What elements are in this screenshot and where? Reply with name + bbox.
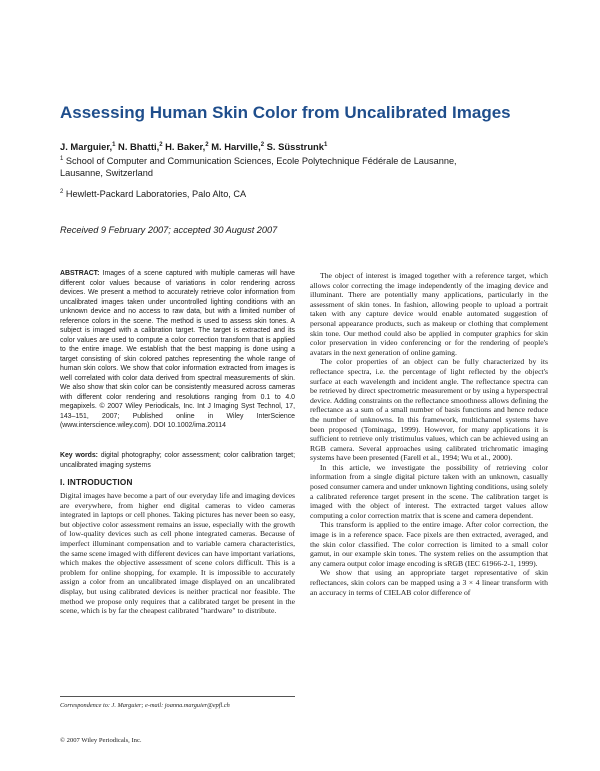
author-list bbox=[60, 141, 327, 152]
keywords-text: digital photography; color assessment; color calibration target; uncalibrated imaging systems bbox=[60, 452, 295, 469]
abstract-label: ABSTRACT: bbox=[60, 270, 100, 277]
author: M. Harville,$^2$ bbox=[208, 141, 265, 152]
keywords bbox=[60, 451, 295, 470]
body-paragraph: This transform is applied to the entire image. After color correction, the image is in a reference space. Face pixels are then extracted, averaged, and the skin color classified. The color correction is limited to a small color gamut, in our example skin tones. The system relies on the assumption that any camera output color image encoding is sRGB (IEC 61966-2-1, 1999). bbox=[310, 520, 548, 568]
author: J. Marguier,$^1$ bbox=[60, 141, 116, 152]
correspondence-footnote: Correspondence to: J. Marguier; e-mail: joanna.marguier@epfl.ch bbox=[60, 702, 230, 709]
body-paragraph: In this article, we investigate the possibility of retrieving color information from a single digital picture taken with an unknown, casually posed consumer camera and under unknown lighting conditions, using solely a calibrated reference target present in the scene. The calibration target is imaged with the object of interest. The extracted target values allow computing a color correction matrix that is scene and camera dependent. bbox=[310, 462, 548, 520]
paper-title: Assessing Human Skin Color from Uncalibrated Images bbox=[60, 103, 511, 122]
received-dates: Received 9 February 2007; accepted 30 August 2007 bbox=[60, 225, 278, 235]
body-paragraph: We show that using an appropriate target representative of skin reflectances, skin colors can be mapped using a 3 × 4 linear transform with an accuracy in terms of CIELAB color difference of bbox=[310, 568, 548, 597]
author: H. Baker,$^2$ bbox=[162, 141, 209, 152]
affiliation-2: $^2$ Hewlett-Packard Laboratories, Palo Alto, CA bbox=[60, 188, 247, 199]
footnote-divider bbox=[60, 696, 295, 697]
section-heading-introduction: I. INTRODUCTION bbox=[60, 478, 133, 487]
copyright-notice: © 2007 Wiley Periodicals, Inc. bbox=[60, 737, 142, 744]
right-column-text bbox=[310, 271, 548, 597]
author: N. Bhatti,$^2$ bbox=[115, 141, 163, 152]
abstract-text: Images of a scene captured with multiple cameras will have different color values because of variations in color rendering across devices. We present a method to accurately retrieve color information from uncalibrated images taken under uncontrolled lighting conditions with an unknown device and no access to raw data, but with a limited number of reference colors in the scene. The method is used to assess skin tones. A subject is imaged with a calibration target. The target is extracted and its color values are used to compute a color correction transform that is applied to the entire image. We establish that the best mapping is done using a target consisting of skin colored patches representing the whole range of human skin colors. We show that color information extracted from images is well correlated with color data derived from spectral measurements of skin. We also show that skin color can be consistently measured across cameras with different color rendering and resolutions ranging from 0.1 to 4.0 megapixels. © 2007 Wiley Periodicals, Inc. Int J Imaging Syst Technol, 17, 143–151, 2007; Published online in Wiley InterScience (www.interscience.wiley.com). DOI 10.1002/ima.20114 bbox=[60, 270, 295, 429]
introduction-paragraph: Digital images have become a part of our everyday life and imaging devices are everywhere, from higher end digital cameras to video cameras integrated in laptops or cell phones. Taking pictures has never been so easy, but objective color assessment remains an issue, especially with the growth of low-quality devices such as cell phone integrated cameras. Because of imperfect illuminant compensation and to variable camera characteristics, the same scene imaged with different devices can have important variations, which makes the objective assessment of scene colors difficult. This is a problem for online shopping, for example. It is impossible to accurately assign a color from an uncalibrated image displayed on an uncalibrated display, but using calibrated devices is neither practical nor feasible. The method we propose only requires that a calibrated target be present in the scene, which is by far the cheapest calibrated "hardware" to distribute. bbox=[60, 491, 295, 616]
abstract bbox=[60, 269, 295, 431]
affiliation-1: $^1$ School of Computer and Communication Sciences, Ecole Polytechnique Fédérale de Lausanne, Lausanne, Switzerland bbox=[60, 155, 457, 178]
keywords-label: Key words: bbox=[60, 452, 98, 459]
author: S. Süsstrunk$^1$ bbox=[264, 141, 328, 152]
body-paragraph: The color properties of an object can be fully characterized by its reflectance spectra, i.e. the percentage of light reflected by the object's surface at each wavelength and incident angle. The reflectance spectra can be retrieved by direct spectrometric measurement or by using a hyperspectral device. Adding constraints on the reflectance smoothness allows defining the reflectance as a sum of a small number of basis functions and hence reduce the number of unknowns. In this framework, multichannel systems have been proposed (Tominaga, 1999). However, for many applications it is sufficient to retrieve only tristimulus values, which can be achieved using an RGB camera. Several approaches using calibrated trichromatic imaging systems have been presented (Farell et al., 1994; Wu et al., 2000). bbox=[310, 357, 548, 463]
body-paragraph: The object of interest is imaged together with a reference target, which allows color correcting the image independently of the imaging device and illuminant. There are potentially many applications, particularly in the assessment of skin tones. In fashion, allowing people to upload a portrait taken with any capture device would enable automated suggestion of personal appearance products, such as makeup or clothing that complement skin tone. Our method could also be applied in computer graphics for skin color preservation in video conferencing or for the rendering of people's avatars in the next generation of online gaming. bbox=[310, 271, 548, 357]
